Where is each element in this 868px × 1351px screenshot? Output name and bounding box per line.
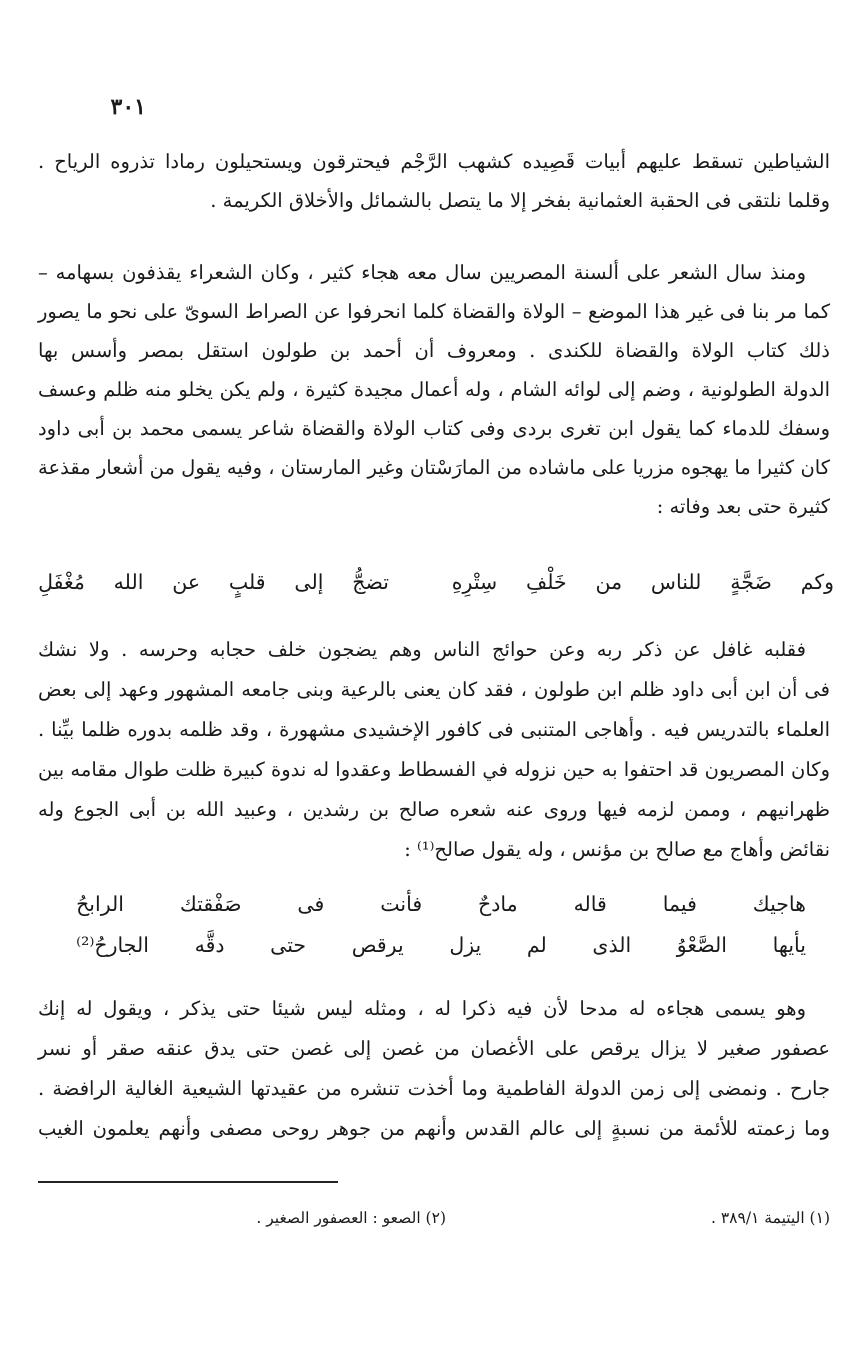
text-line: وقلما نلتقى فى الحقبة العثمانية بفخر إلا ما يتصل بالشمائل والأخلاق الكريمة . — [210, 189, 830, 212]
text-line: الدولة الطولونية ، وضم إلى لوائه الشام ، وله أعمال مجيدة كثيرة ، ولم يكن يخلو منه ظلم وعسف — [38, 378, 830, 401]
verse-word: قاله — [573, 892, 607, 916]
verse-word: الذى — [592, 933, 632, 957]
verse-word: عن — [172, 570, 201, 594]
verse-line — [38, 567, 834, 597]
verse-word: سِتْرِهِ — [451, 570, 498, 594]
verse-word: تضجُّ — [352, 570, 389, 594]
verse-word: فأنت — [380, 892, 423, 916]
verse-word: فيما — [662, 892, 697, 916]
text-line: كان كثيرا ما يهجوه مزريا على ماشاده من المارَسْتان وغير المارستان ، وفيه يقول من أشعار مقذعة — [38, 456, 830, 479]
text-line: وكان المصريون قد احتفوا به حين نزوله في الفسطاط وعقدوا له ندوة كبيرة ظلت طوال مقامه بين — [38, 758, 830, 781]
verse-line — [76, 889, 806, 919]
verse-word: صَفْقتك — [179, 892, 242, 916]
verse-word: يزل — [449, 933, 482, 957]
verse-word: يرقص — [351, 933, 404, 957]
text-line: الشياطين تسقط عليهم أبيات قَصِيده كشهب الرَّجْم فيحترقون ويستحيلون رمادا تذروه الرياح . — [38, 150, 830, 173]
verse-word: حتى — [270, 933, 307, 957]
text-line: ظهرانيهم ، وممن لزمه فيها وروى عنه شعره صالح بن رشدين ، وعبيد الله بن أبى الجوع وله — [38, 798, 830, 821]
verse-word: مُغْفَلِ — [38, 570, 85, 594]
verse-word: يأيها — [772, 933, 806, 957]
verse-word: الرابحُ — [76, 892, 124, 916]
text-line: فقلبه غافل عن ذكر ربه وعن حوائج الناس وهم يضجون خلف حجابه وحرسه . ولا نشك — [38, 638, 806, 661]
verse-word: هاجيك — [752, 892, 806, 916]
verse-word: إلى — [294, 570, 324, 594]
verse-word: دقَّه — [194, 933, 225, 957]
text-line: فى أن ابن أبى داود ظلم ابن طولون ، فقد كان يعنى بالرعية وبنى جامعه المشهور وعهد إلى بعض — [38, 678, 830, 701]
verse-word: للناس — [650, 570, 702, 594]
verse-word: الصَّعْوُ — [676, 933, 727, 957]
text-line: كما مر بنا فى غير هذا الموضع – الولاة والقضاة كلما انحرفوا عن الصراط السوىّ على نحو ما يصور — [38, 300, 830, 323]
verse-word: لم — [526, 933, 547, 957]
verse-word: مادحٌ — [478, 892, 518, 916]
verse-line — [76, 930, 806, 960]
page-number: ٣٠١ — [110, 94, 146, 120]
text-line: العلماء بالتدريس فيه . وأهاجى المتنبى فى كافور الإخشيدى مشهورة ، وقد ظلمه بدوره ظلما بيِّنا . — [38, 718, 830, 741]
footnote-divider — [38, 1181, 338, 1183]
verse-word: ضَجَّةٍ — [730, 570, 772, 594]
footnote-2: (٢) الصعو : العصفور الصغير . — [256, 1209, 446, 1227]
footnote-1: (١) اليتيمة ٣٨٩/١ . — [710, 1209, 830, 1227]
text-line: عصفور صغير لا يزال يرقص على الأغصان من غصن إلى غصن حتى يدق عنقه صقر أو نسر — [38, 1037, 830, 1060]
text-line: ذلك كتاب الولاة والقضاة للكندى . ومعروف أن أحمد بن طولون استقل بمصر وأسس بها — [38, 339, 830, 362]
text-line: وسفك للدماء كما يقول ابن تغرى بردى وفى كتاب الولاة والقضاة شاعر يسمى محمد بن أبى داود — [38, 417, 830, 440]
text-line: نقائض وأهاج مع صالح بن مؤنس ، وله يقول صالح⁽¹⁾ : — [404, 838, 830, 861]
text-line: وهو يسمى هجاءه له مدحا لأن فيه ذكرا له ، ومثله ليس شيئا حتى يذكر ، ويقول له إنك — [38, 997, 806, 1020]
text-line: كثيرة حتى بعد وفاته : — [656, 495, 830, 518]
verse-word: قلبٍ — [228, 570, 266, 594]
text-line: وما زعمته للأئمة من نسبةٍ إلى عالم القدس وأنهم من جوهر روحى مصفى وأنهم يعلمون الغيب — [38, 1117, 830, 1140]
verse-word: الجارحُ⁽²⁾ — [76, 933, 149, 957]
text-line: ومنذ سال الشعر على ألسنة المصريين سال معه هجاء كثير ، وكان الشعراء يقذفون بسهامه – — [38, 261, 806, 284]
verse-word: فى — [297, 892, 325, 916]
verse-word: وكم — [800, 570, 834, 594]
verse-word: خَلْفِ — [526, 570, 567, 594]
text-line: جارح . ونمضى إلى زمن الدولة الفاطمية وما أخذت تنشره من عقيدتها الشيعية الغالية الرافضة . — [38, 1077, 830, 1100]
verse-word: من — [595, 570, 623, 594]
verse-word: الله — [113, 570, 144, 594]
